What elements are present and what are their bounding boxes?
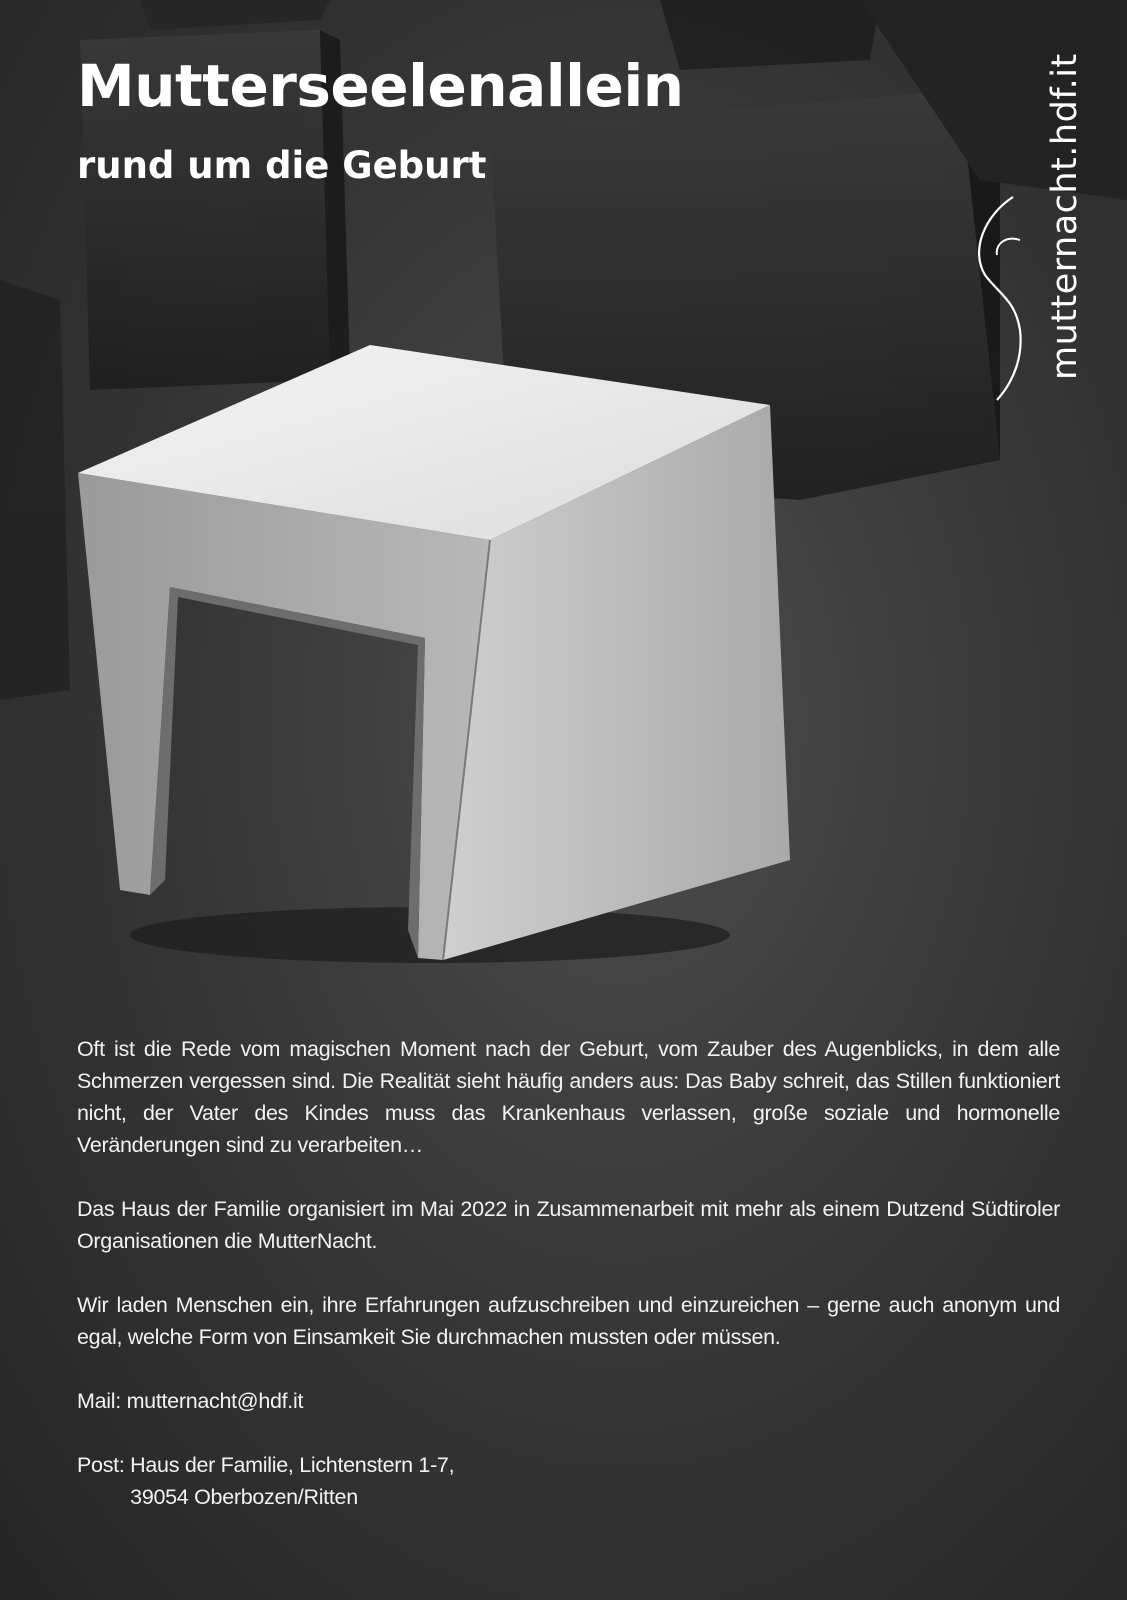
- post-address-line-2: 39054 Oberbozen/Ritten: [130, 1485, 358, 1509]
- page-subtitle: rund um die Geburt: [77, 144, 487, 187]
- mail-contact[interactable]: Mail: mutternacht@hdf.it: [77, 1389, 304, 1413]
- paragraph-intro: Oft ist die Rede vom magischen Moment nach der Geburt, vom Zauber des Augenblicks, in dem alle Schmerzen vergessen sind. Die Realität sieht häufig anders aus: Das Baby schreit, das Stillen funktioniert nicht, der Vater des Kindes muss das Krankenhaus verlassen, große soziale und hormonelle Veränderungen sind zu verarbeiten…: [77, 1037, 1060, 1157]
- paragraph-organization: Das Haus der Familie organisiert im Mai 2022 in Zusammenarbeit mit mehr als einem Dutzend Südtiroler Organisationen die MutterNacht.: [77, 1197, 1060, 1253]
- post-address-line-1: Haus der Familie, Lichtenstern 1-7,: [130, 1453, 455, 1477]
- page-title: Mutterseelenallein: [77, 52, 684, 120]
- paragraph-invitation: Wir laden Menschen ein, ihre Erfahrungen aufzuschreiben und einzureichen – gerne auch anonym und egal, welche Form von Einsamkeit Sie durchmachen mussten oder müssen.: [77, 1293, 1060, 1349]
- post-label: Post:: [77, 1453, 131, 1477]
- post-address: [77, 1449, 1060, 1513]
- mutternacht-logo-icon: [975, 195, 1035, 405]
- side-url: mutternacht.hdf.it: [1045, 53, 1085, 380]
- body-text: [77, 1033, 1060, 1513]
